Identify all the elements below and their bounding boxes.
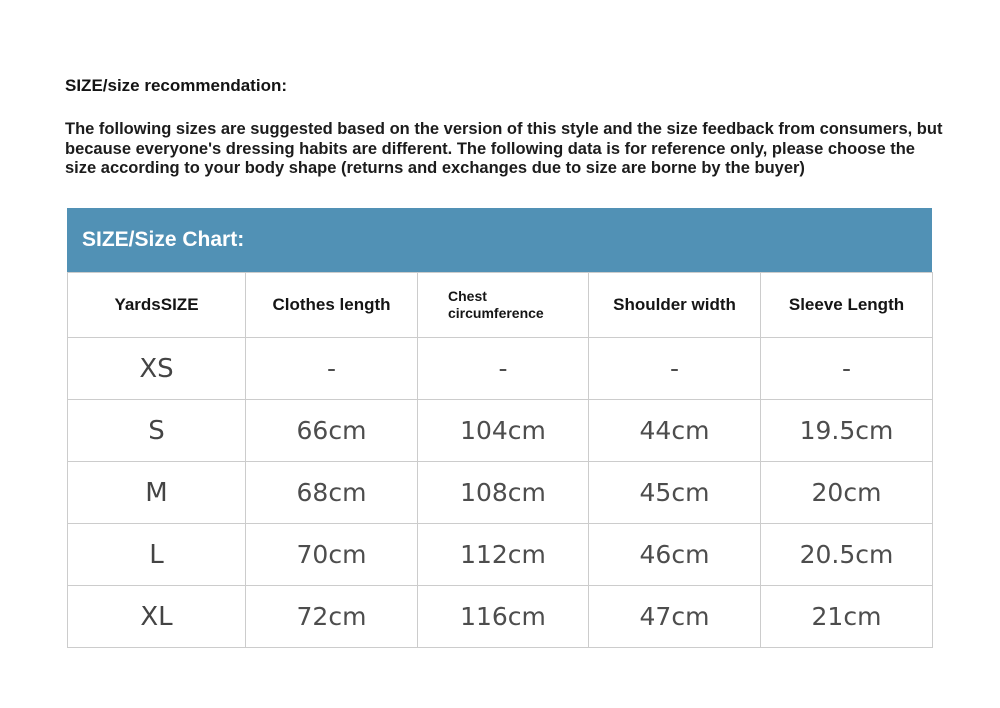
size-row-l: [68, 524, 933, 586]
clothes-length-value: 72cm: [246, 586, 418, 648]
clothes-length-value: 68cm: [246, 462, 418, 524]
chest-circumference-value: -: [418, 338, 589, 400]
sleeve-length-value: -: [761, 338, 933, 400]
size-label: L: [68, 524, 246, 586]
size-row-m: [68, 462, 933, 524]
size-chart-title: SIZE/Size Chart:: [82, 228, 245, 251]
column-header-yards-size: YardsSIZE: [68, 273, 246, 338]
chest-circumference-value: 108cm: [418, 462, 589, 524]
shoulder-width-value: -: [589, 338, 761, 400]
clothes-length-value: 70cm: [246, 524, 418, 586]
column-header-shoulder-width: Shoulder width: [589, 273, 761, 338]
column-header-clothes-length: Clothes length: [246, 273, 418, 338]
table-header-row: [68, 273, 933, 338]
column-header-sleeve-length: Sleeve Length: [761, 273, 933, 338]
clothes-length-value: -: [246, 338, 418, 400]
chest-circumference-value: 112cm: [418, 524, 589, 586]
size-label: S: [68, 400, 246, 462]
size-recommendation-heading: SIZE/size recommendation:: [65, 76, 287, 95]
clothes-length-value: 66cm: [246, 400, 418, 462]
size-label: M: [68, 462, 246, 524]
sleeve-length-value: 19.5cm: [761, 400, 933, 462]
size-row-s: [68, 400, 933, 462]
sleeve-length-value: 21cm: [761, 586, 933, 648]
shoulder-width-value: 47cm: [589, 586, 761, 648]
size-row-xs: [68, 338, 933, 400]
shoulder-width-value: 46cm: [589, 524, 761, 586]
column-header-chest-circumference: Chest circumference: [418, 273, 589, 338]
size-chart-table: [67, 272, 933, 648]
size-recommendation-text: The following sizes are suggested based on the version of this style and the size feedback from consumers, but because everyone's dressing habits are different. The following data is for reference only, please choose the size according to your body shape (returns and exchanges due to size are borne by the buyer): [65, 120, 943, 177]
size-label: XL: [68, 586, 246, 648]
shoulder-width-value: 44cm: [589, 400, 761, 462]
shoulder-width-value: 45cm: [589, 462, 761, 524]
size-chart-title-bar: [67, 208, 932, 272]
size-row-xl: [68, 586, 933, 648]
chest-circumference-value: 104cm: [418, 400, 589, 462]
chest-circumference-value: 116cm: [418, 586, 589, 648]
sleeve-length-value: 20cm: [761, 462, 933, 524]
size-label: XS: [68, 338, 246, 400]
sleeve-length-value: 20.5cm: [761, 524, 933, 586]
